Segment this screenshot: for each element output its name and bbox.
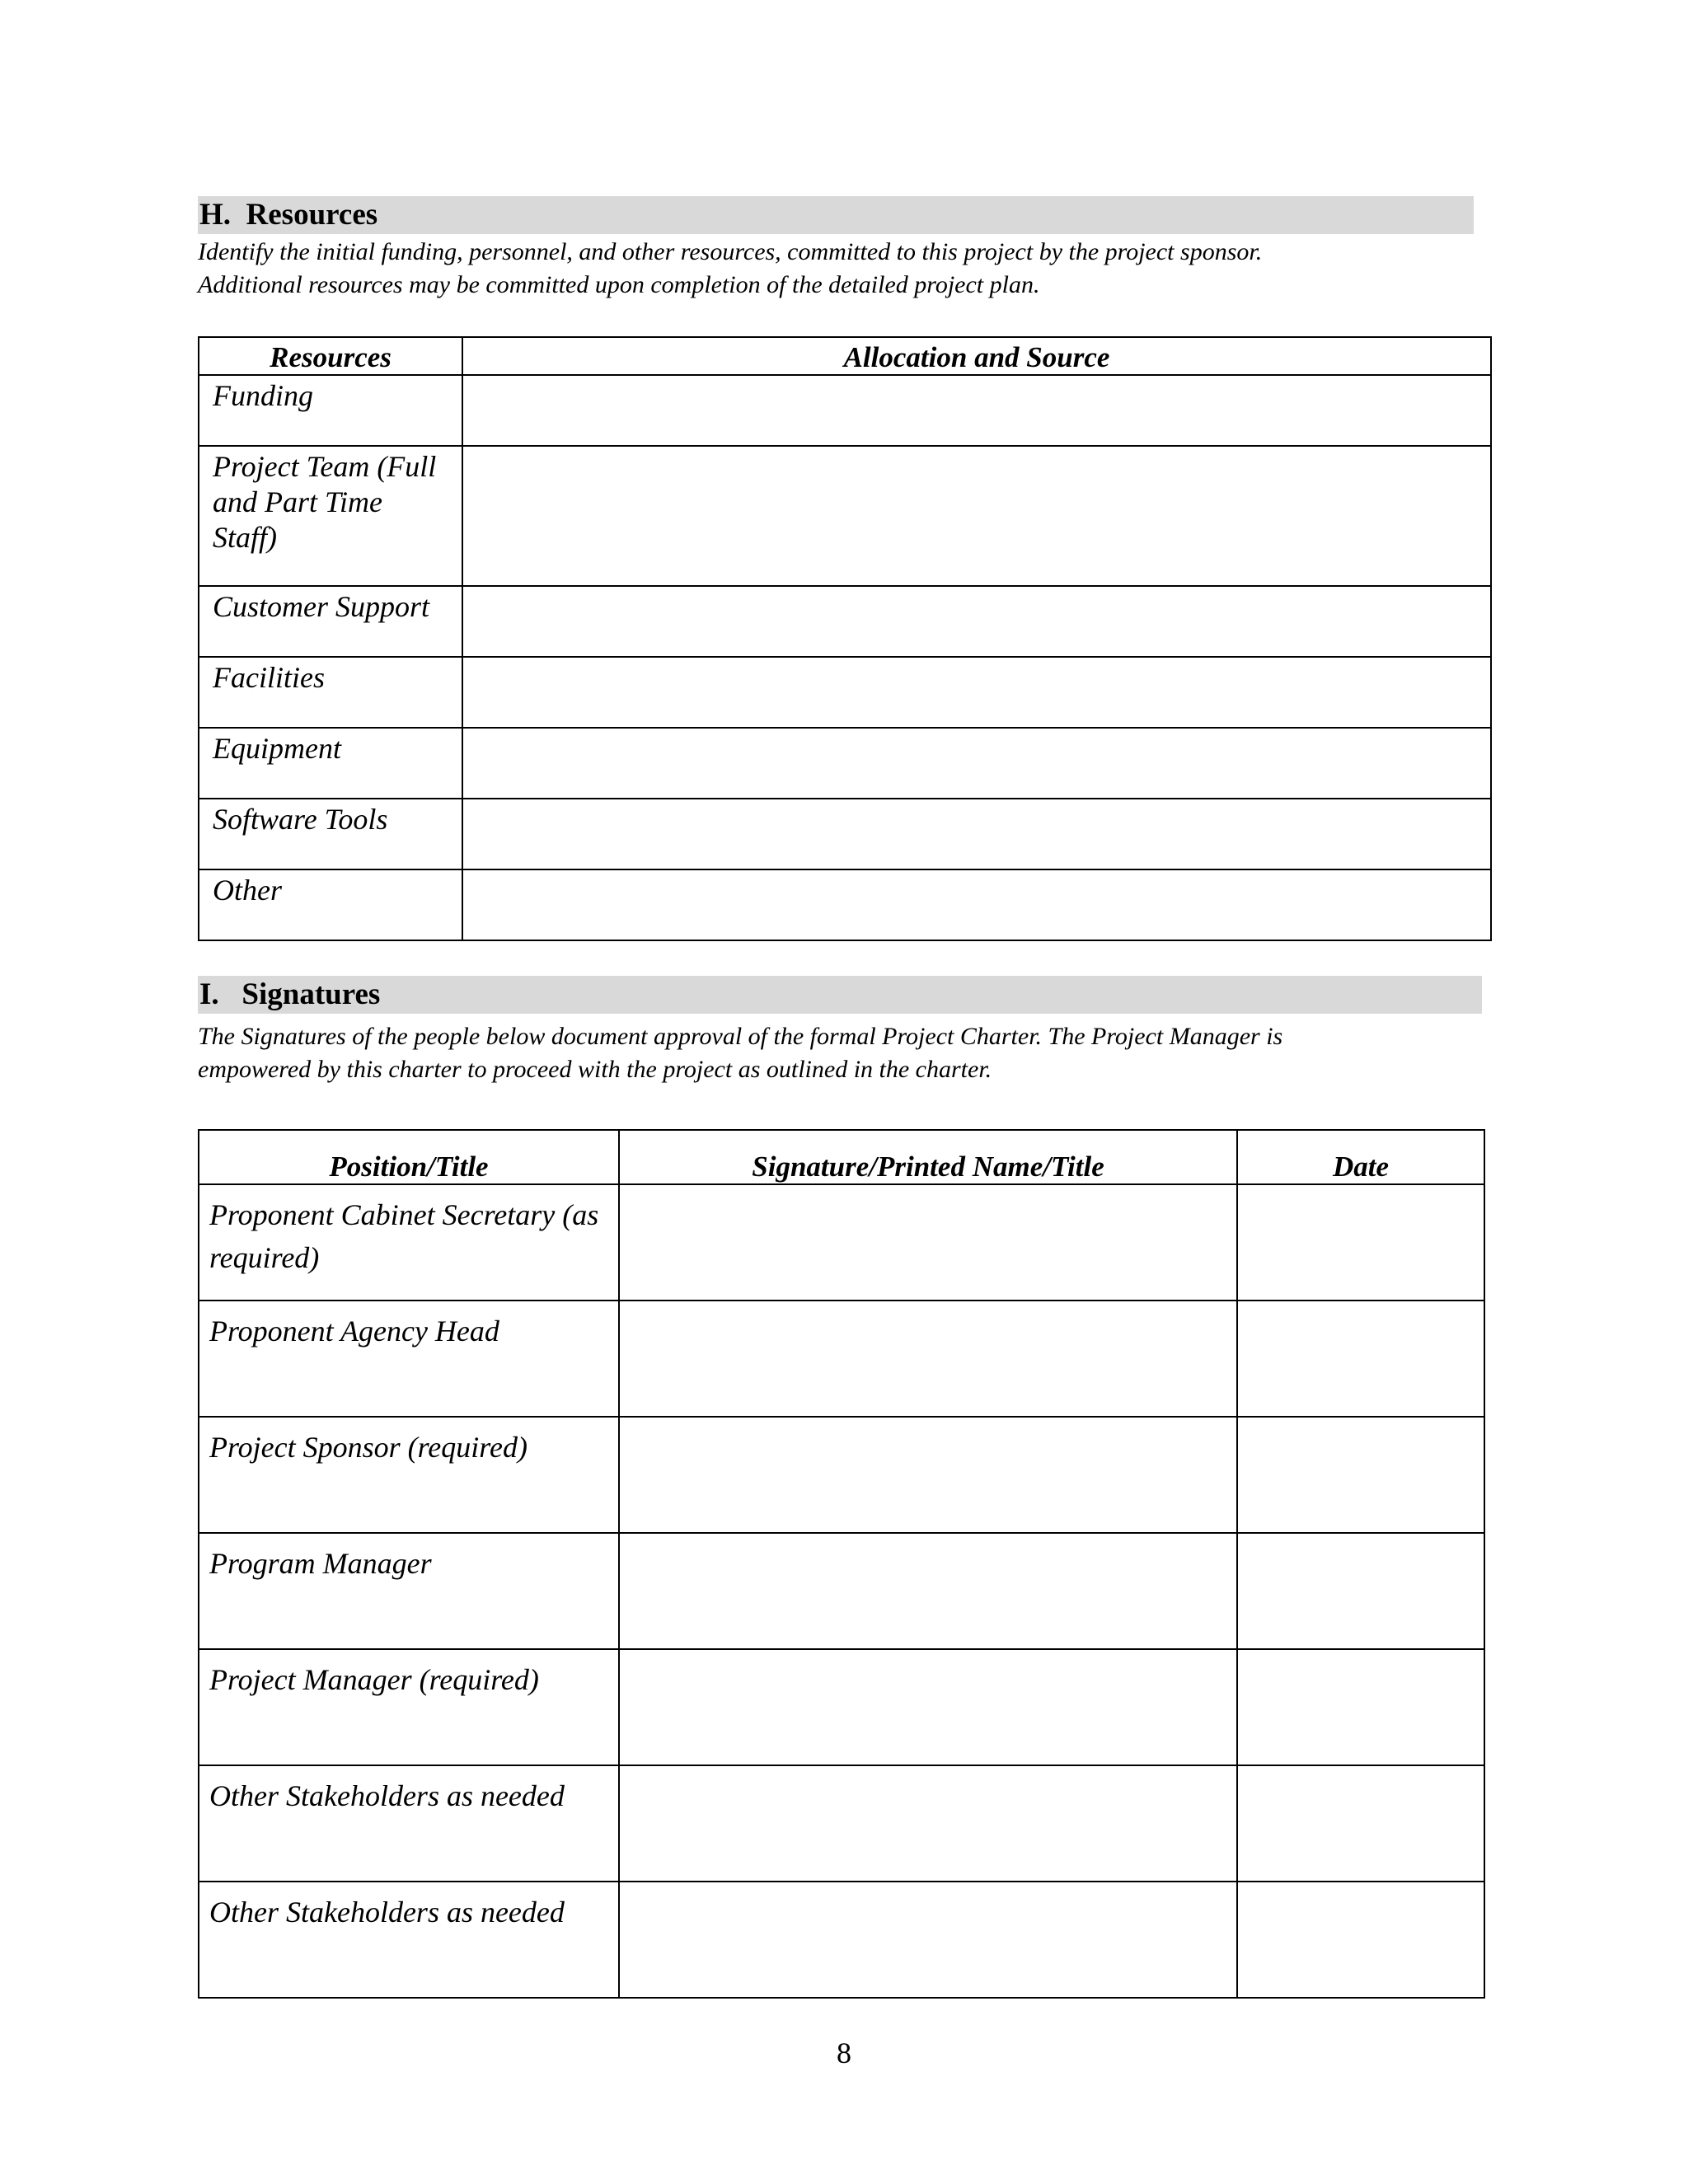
table-row [199, 586, 1491, 657]
table-row [199, 446, 1491, 586]
table-row [199, 1184, 1484, 1301]
date-cell[interactable] [1237, 1765, 1484, 1882]
table-row [199, 375, 1491, 446]
table-row [199, 728, 1491, 799]
signatures-description-line: empowered by this charter to proceed with the project as outlined in the charter. [198, 1056, 992, 1083]
column-header-date: Date [1237, 1130, 1484, 1184]
date-cell[interactable] [1237, 1417, 1484, 1533]
column-header-allocation: Allocation and Source [462, 337, 1491, 375]
signatures-table [198, 1129, 1485, 1999]
resource-label: Project Team (Full and Part Time Staff) [199, 446, 462, 586]
table-row [199, 1882, 1484, 1998]
column-header-position: Position/Title [199, 1130, 619, 1184]
resource-label: Equipment [199, 728, 462, 799]
table-row [199, 1301, 1484, 1417]
signature-cell[interactable] [619, 1765, 1237, 1882]
date-cell[interactable] [1237, 1882, 1484, 1998]
table-row [199, 657, 1491, 728]
table-row [199, 1765, 1484, 1882]
position-label: Other Stakeholders as needed [199, 1882, 619, 1998]
position-label: Proponent Agency Head [199, 1301, 619, 1417]
table-header-row [199, 1130, 1484, 1184]
resources-description-line: Identify the initial funding, personnel, and other resources, committed to this project by the project sponsor. [198, 238, 1263, 265]
signature-cell[interactable] [619, 1882, 1237, 1998]
signature-cell[interactable] [619, 1417, 1237, 1533]
resource-label: Other [199, 869, 462, 940]
resources-description-line: Additional resources may be committed upon completion of the detailed project plan. [198, 271, 1040, 298]
resource-label: Funding [199, 375, 462, 446]
date-cell[interactable] [1237, 1533, 1484, 1649]
resource-label: Software Tools [199, 799, 462, 869]
column-header-resources: Resources [199, 337, 462, 375]
allocation-cell[interactable] [462, 869, 1491, 940]
allocation-cell[interactable] [462, 728, 1491, 799]
table-row [199, 869, 1491, 940]
allocation-cell[interactable] [462, 586, 1491, 657]
position-label: Project Manager (required) [199, 1649, 619, 1765]
page-number: 8 [837, 2036, 851, 2069]
position-label: Project Sponsor (required) [199, 1417, 619, 1533]
signature-cell[interactable] [619, 1649, 1237, 1765]
allocation-cell[interactable] [462, 446, 1491, 586]
table-row [199, 799, 1491, 869]
signature-cell[interactable] [619, 1301, 1237, 1417]
table-header-row [199, 337, 1491, 375]
position-label: Other Stakeholders as needed [199, 1765, 619, 1882]
table-row [199, 1417, 1484, 1533]
table-row [199, 1649, 1484, 1765]
resources-heading: H. Resources [198, 196, 1474, 234]
signature-cell[interactable] [619, 1533, 1237, 1649]
allocation-cell[interactable] [462, 799, 1491, 869]
resources-description [198, 236, 1500, 302]
position-label: Proponent Cabinet Secretary (as required) [199, 1184, 619, 1301]
date-cell[interactable] [1237, 1301, 1484, 1417]
column-header-signature: Signature/Printed Name/Title [619, 1130, 1237, 1184]
signature-cell[interactable] [619, 1184, 1237, 1301]
signatures-description [198, 1020, 1500, 1086]
signatures-description-line: The Signatures of the people below document approval of the formal Project Charter. The Project Manager is [198, 1023, 1283, 1050]
table-row [199, 1533, 1484, 1649]
resource-label: Facilities [199, 657, 462, 728]
signatures-heading: I. Signatures [198, 976, 1482, 1014]
date-cell[interactable] [1237, 1649, 1484, 1765]
allocation-cell[interactable] [462, 657, 1491, 728]
resources-table [198, 336, 1492, 941]
position-label: Program Manager [199, 1533, 619, 1649]
allocation-cell[interactable] [462, 375, 1491, 446]
resource-label: Customer Support [199, 586, 462, 657]
date-cell[interactable] [1237, 1184, 1484, 1301]
